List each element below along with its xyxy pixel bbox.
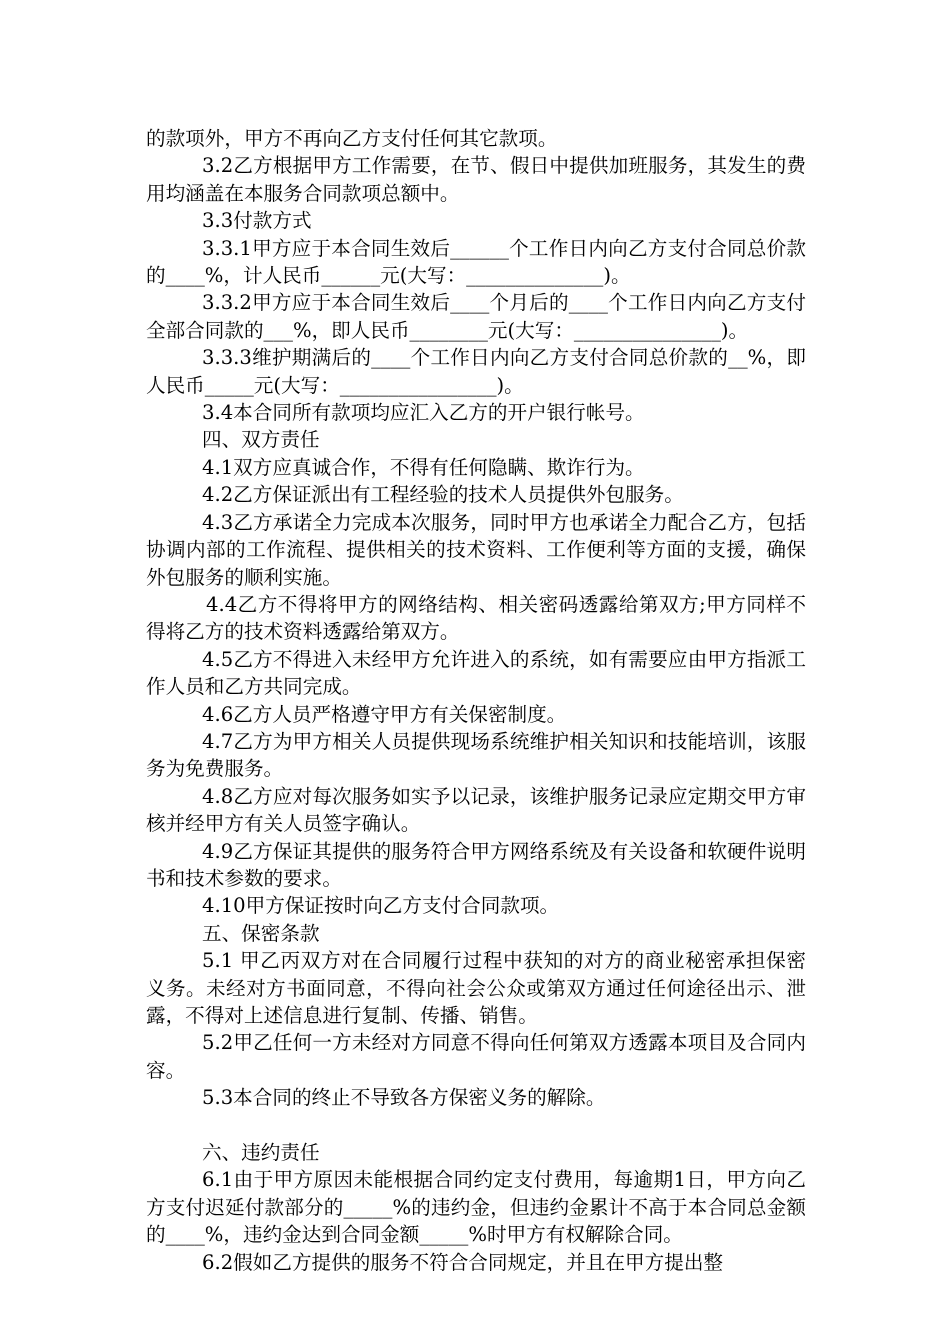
- paragraph-4-1: 4.1双方应真诚合作，不得有任何隐瞒、欺诈行为。: [202, 455, 645, 479]
- heading-3-3: 3.3付款方式: [202, 209, 312, 233]
- paragraph-4-3: 4.3乙方承诺全力完成本次服务，同时甲方也承诺全力配合乙方，包括协调内部的工作流程、提供相关的技术资料、工作便利等方面的支援，确保外包服务的顺利实施。: [146, 510, 806, 589]
- paragraph-6-2: 6.2假如乙方提供的服务不符合合同规定，并且在甲方提出整: [202, 1250, 724, 1274]
- paragraph-3-3-3: 3.3.3维护期满后的____个工作日内向乙方支付合同总价款的__%，即人民币_____元(大写：________________)。: [146, 346, 806, 397]
- paragraph-4-5: 4.5乙方不得进入未经甲方允许进入的系统，如有需要应由甲方指派工作人员和乙方共同完成。: [146, 647, 806, 699]
- paragraph-4-8: 4.8乙方应对每次服务如实予以记录，该维护服务记录应定期交甲方审核并经甲方有关人员签字确认。: [146, 784, 806, 836]
- paragraph-4-10: 4.10甲方保证按时向乙方支付合同款项。: [202, 894, 560, 918]
- paragraph-6-1: 6.1由于甲方原因未能根据合同约定支付费用，每逾期1日，甲方向乙方支付迟延付款部分的_____%的违约金，但违约金累计不高于本合同总金额的____%，违约金达到合同金额_____%时甲方有权解除合同。: [146, 1168, 806, 1247]
- section-heading-6: 六、违约责任: [202, 1141, 320, 1165]
- paragraph-4-2: 4.2乙方保证派出有工程经验的技术人员提供外包服务。: [202, 483, 684, 507]
- paragraph-3-4: 3.4本合同所有款项均应汇入乙方的开户银行帐号。: [202, 401, 645, 425]
- section-heading-5: 五、保密条款: [202, 921, 320, 945]
- paragraph-5-3: 5.3本合同的终止不导致各方保密义务的解除。: [202, 1086, 606, 1110]
- paragraph-3-1-tail: 的款项外，甲方不再向乙方支付任何其它款项。: [146, 127, 558, 150]
- blank-line: [146, 1112, 806, 1139]
- paragraph-5-1: 5.1 甲乙丙双方对在合同履行过程中获知的对方的商业秘密承担保密义务。未经对方书面同意，不得向社会公众或第双方通过任何途径出示、泄露，不得对上述信息进行复制、传播、销售。: [146, 949, 806, 1027]
- document-page: [146, 125, 806, 1276]
- section-heading-4: 四、双方责任: [202, 428, 320, 452]
- paragraph-4-7: 4.7乙方为甲方相关人员提供现场系统维护相关知识和技能培训，该服务为免费服务。: [146, 729, 806, 781]
- paragraph-5-2: 5.2甲乙任何一方未经对方同意不得向任何第双方透露本项目及合同内容。: [146, 1031, 806, 1082]
- paragraph-3-3-1: 3.3.1甲方应于本合同生效后______个工作日内向乙方支付合同总价款的____%，计人民币______元(大写：______________)。: [146, 236, 806, 288]
- paragraph-3-2: 3.2乙方根据甲方工作需要，在节、假日中提供加班服务，其发生的费用均涵盖在本服务合同款项总额中。: [146, 154, 806, 205]
- paragraph-4-6: 4.6乙方人员严格遵守甲方有关保密制度。: [202, 702, 567, 726]
- paragraph-4-9: 4.9乙方保证其提供的服务符合甲方网络系统及有关设备和软硬件说明书和技术参数的要求。: [146, 839, 806, 890]
- paragraph-3-3-2: 3.3.2甲方应于本合同生效后____个月后的____个工作日内向乙方支付全部合同款的___%，即人民币________元(大写：_______________)。: [146, 291, 806, 342]
- paragraph-4-4: 4.4乙方不得将甲方的网络结构、相关密码透露给第双方;甲方同样不得将乙方的技术资料透露给第双方。: [146, 592, 806, 644]
